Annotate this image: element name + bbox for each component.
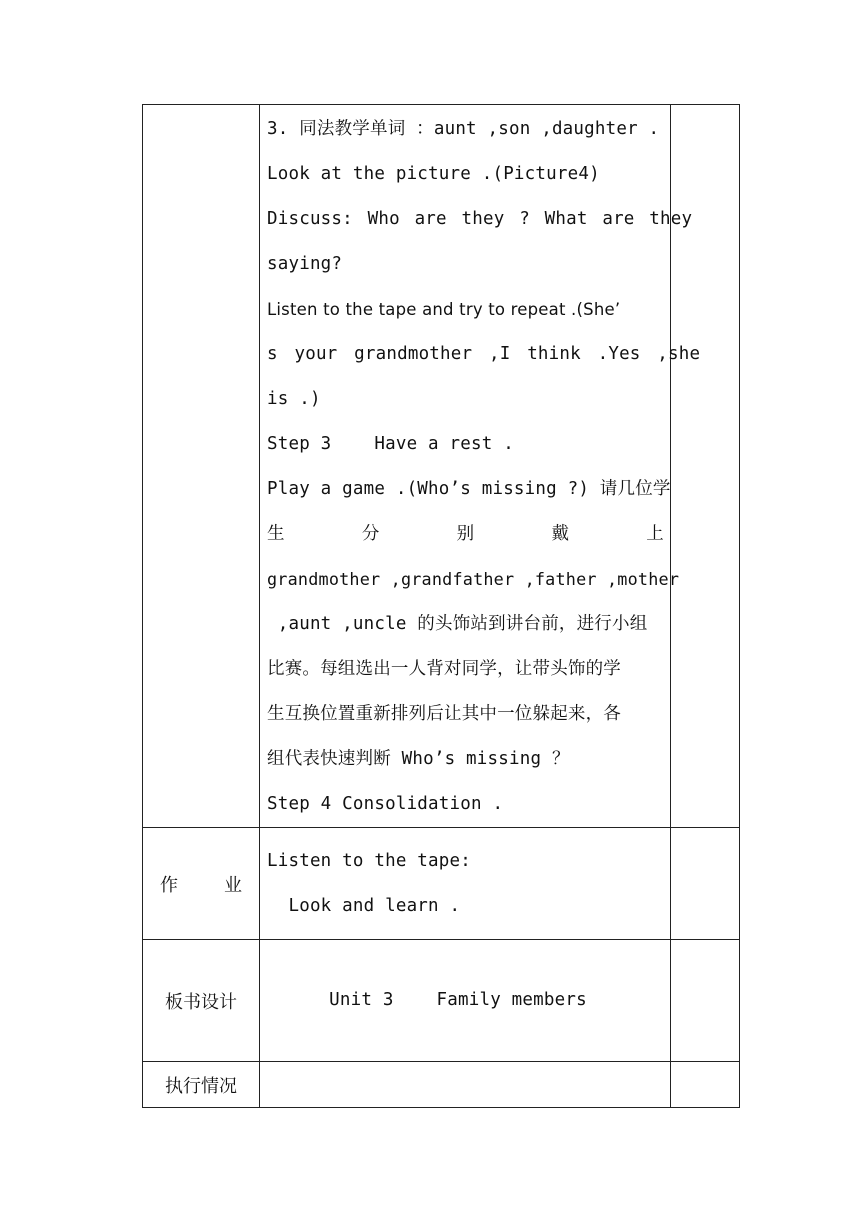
- homework-notes-cell: [671, 828, 740, 940]
- board-notes-cell: [671, 940, 740, 1062]
- execution-content-cell: [260, 1062, 671, 1108]
- text-line: 3. 同法教学单词 ：aunt ,son ,daughter .: [267, 119, 660, 139]
- table-row-execution: [143, 1062, 740, 1108]
- spread-char: 生: [267, 524, 285, 544]
- text-line: 生互换位置重新排列后让其中一位躲起来，各: [267, 704, 621, 724]
- text-line: Step 3 Have a rest .: [267, 434, 514, 454]
- text-line: 组代表快速判断 Who’s missing ？: [267, 749, 570, 769]
- lesson-plan-table: [142, 104, 740, 1108]
- text-line: Listen to the tape and try to repeat .(She’: [267, 300, 621, 319]
- text-line: grandmother ,grandfather ,father ,mother: [267, 569, 680, 589]
- spread-text-line: [267, 512, 664, 557]
- board-label-cell: [143, 940, 260, 1062]
- board-content-cell: [260, 940, 671, 1062]
- spread-char: 上: [646, 524, 664, 544]
- execution-label: 执行情况: [165, 1075, 237, 1097]
- board-title: Unit 3 Family members: [329, 990, 587, 1010]
- spread-char: 分: [361, 524, 380, 544]
- text-line: is .): [267, 389, 321, 409]
- steps-label-cell: [143, 105, 260, 828]
- homework-label-cell: [143, 828, 260, 940]
- homework-content-cell: [260, 828, 671, 940]
- homework-label: 作 业: [160, 874, 242, 896]
- text-line: Look at the picture .(Picture4): [267, 164, 600, 184]
- steps-content-cell: [260, 105, 701, 828]
- execution-label-cell: [143, 1062, 260, 1108]
- spread-char: 别: [456, 524, 475, 544]
- text-line: saying?: [267, 254, 343, 274]
- spread-char: 戴: [551, 524, 570, 544]
- homework-line: Look and learn .: [267, 896, 461, 916]
- table-row-board: [143, 940, 740, 1062]
- board-label: 板书设计: [165, 991, 237, 1013]
- text-line: ,aunt ,uncle 的头饰站到讲台前，进行小组: [267, 614, 648, 634]
- table-row-steps: [143, 105, 740, 828]
- text-line: Step 4 Consolidation .: [267, 794, 504, 814]
- text-line: 比赛。每组选出一人背对同学，让带头饰的学: [267, 659, 621, 679]
- text-line: Discuss: Who are they ? What are they: [267, 209, 693, 229]
- text-line: Play a game .(Who’s missing ?) 请几位学: [267, 479, 671, 499]
- table-row-homework: [143, 828, 740, 940]
- homework-line: Listen to the tape:: [267, 851, 471, 871]
- execution-notes-cell: [671, 1062, 740, 1108]
- text-line: s your grandmother ,I think .Yes ,she: [267, 344, 701, 364]
